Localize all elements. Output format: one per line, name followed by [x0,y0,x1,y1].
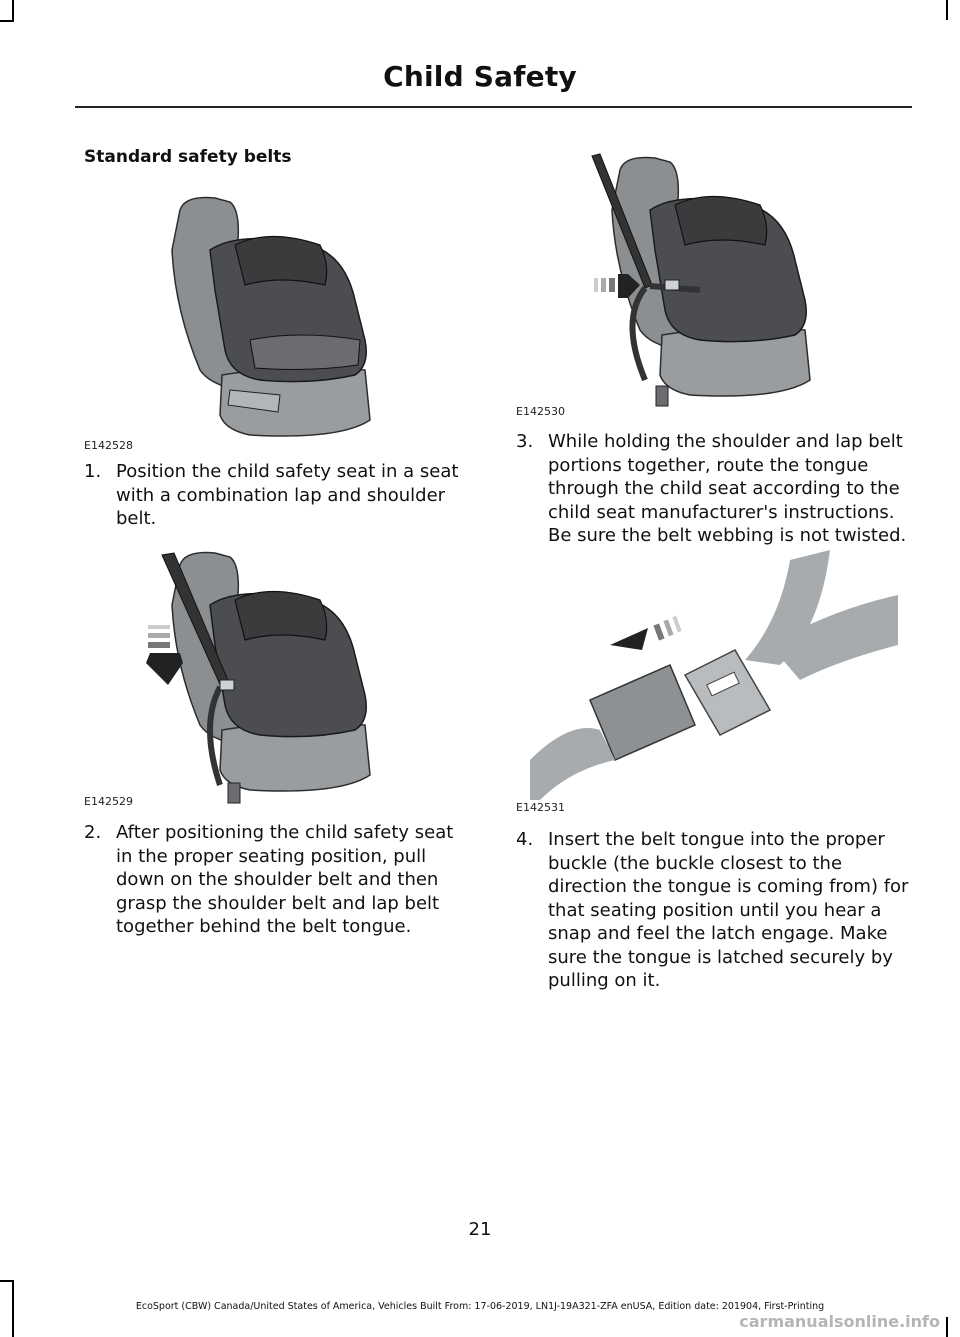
step-number: 1. [84,461,102,482]
belt-buckle-stub [228,783,240,803]
footer-text: EcoSport (CBW) Canada/United States of America, Vehicles Built From: 17-06-2019, LN1J-19A321-ZFA enUSA, Edition date: 201904, First-Printing [135,1301,825,1312]
figure-code-1: E142528 [84,439,133,452]
crop-mark-bottom-right [946,1317,948,1337]
page-title: Child Safety [383,60,577,93]
crop-mark-top-right [946,0,948,20]
step-2 [84,821,470,939]
belt-tongue [220,680,234,690]
step-text: Position the child safety seat in a seat with a combination lap and shoulder belt. [116,461,459,529]
watermark: carmanualsonline.info [739,1312,940,1331]
step-number: 3. [516,431,534,452]
step-text: After positioning the child safety seat in the proper seating position, pull down on the shoulder belt and then grasp the shoulder belt and lap belt together behind the belt tongue. [116,822,454,937]
figure-code-4: E142531 [516,801,565,814]
step-3 [516,430,910,548]
step-1 [84,460,470,531]
child-seat-figure-3 [590,150,820,412]
figure-code-2: E142529 [84,795,133,808]
step-number: 4. [516,829,534,850]
seat-belt-buckle-figure [530,550,900,800]
child-seat-headrest [235,237,327,286]
figure-code-3: E142530 [516,405,565,418]
child-seat-figure-1 [160,190,380,450]
child-seat-headrest [675,197,767,246]
child-seat-base [250,335,360,369]
child-seat-headrest [235,592,327,641]
step-text: Insert the belt tongue into the proper buckle (the buckle closest to the direction the tongue is coming from) for that seating position until you hear a snap and feel the latch engage. Make sure the tongue is latched securely by pulling on it. [548,829,909,991]
crop-mark-top-left-h [0,20,14,22]
step-4 [516,828,910,993]
buckle-webbing [530,728,615,800]
belt-tongue [665,280,679,290]
section-heading: Standard safety belts [84,147,292,167]
crop-mark-bottom-left-h [0,1280,14,1282]
step-number: 2. [84,822,102,843]
header-divider [75,106,912,108]
belt-tongue-plate [685,650,770,735]
belt-buckle-stub [656,386,668,406]
left-arrow-icon [610,616,682,650]
crop-mark-top-left-v [12,0,14,20]
page-number: 21 [468,1219,492,1240]
step-text: While holding the shoulder and lap belt portions together, route the tongue through the child seat according to the child seat manufacturer's instructions. Be sure the belt webbing is not twisted. [548,431,907,546]
child-seat-figure-2 [140,545,380,810]
